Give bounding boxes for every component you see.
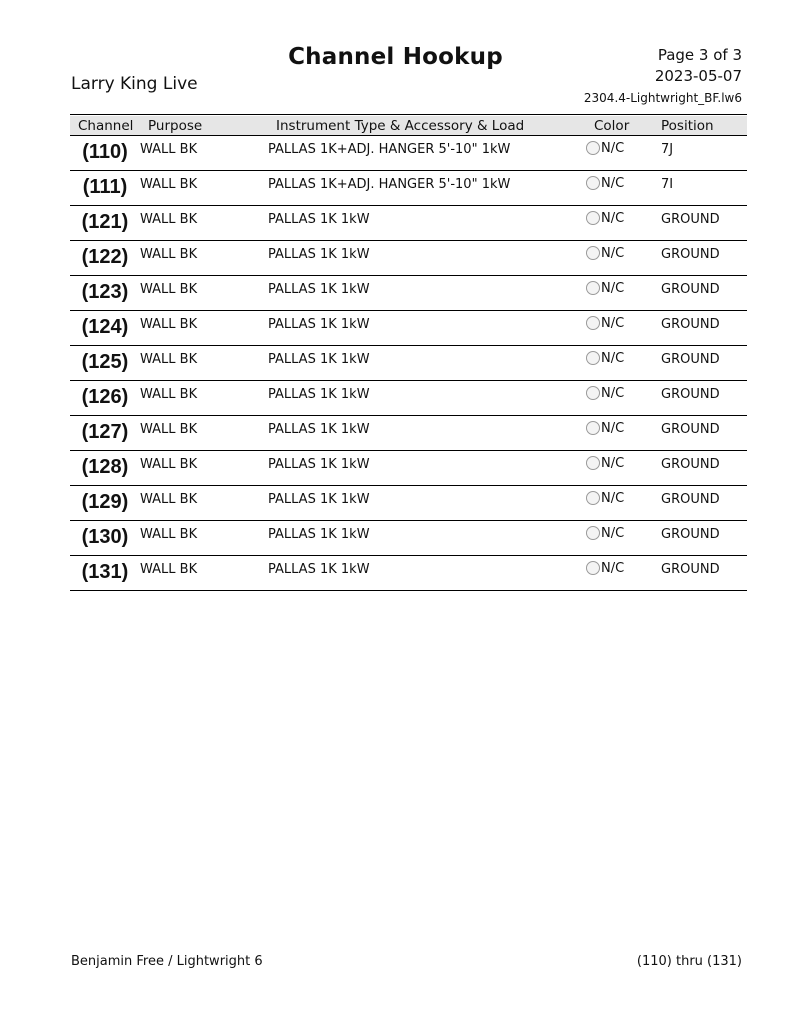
color-cell [586, 241, 661, 276]
color-cell [586, 416, 661, 451]
color-label: N/C [601, 491, 625, 506]
color-cell [586, 171, 661, 206]
instrument-cell: PALLAS 1K 1kW [268, 521, 586, 556]
position-cell: GROUND [661, 276, 747, 311]
table-row [70, 311, 747, 346]
position-cell: GROUND [661, 311, 747, 346]
color-cell [586, 381, 661, 416]
channel-number: (126) [70, 381, 140, 416]
position-cell: GROUND [661, 416, 747, 451]
column-header-purpose: Purpose [140, 116, 268, 136]
purpose-cell: WALL BK [140, 311, 268, 346]
color-swatch-icon [586, 141, 600, 155]
purpose-cell: WALL BK [140, 241, 268, 276]
table-row [70, 521, 747, 556]
color-cell [586, 311, 661, 346]
color-cell [586, 556, 661, 591]
file-name: 2304.4-Lightwright_BF.lw6 [583, 91, 742, 105]
channel-hookup-table [70, 116, 747, 591]
purpose-cell: WALL BK [140, 206, 268, 241]
color-swatch-icon [586, 281, 600, 295]
position-cell: GROUND [661, 346, 747, 381]
report-title: Channel Hookup [288, 44, 503, 70]
purpose-cell: WALL BK [140, 346, 268, 381]
purpose-cell: WALL BK [140, 416, 268, 451]
footer-range: (110) thru (131) [636, 954, 742, 969]
channel-number: (131) [70, 556, 140, 591]
table-body [70, 136, 747, 591]
color-swatch-icon [586, 456, 600, 470]
table-row [70, 381, 747, 416]
position-cell: GROUND [661, 206, 747, 241]
table-row [70, 136, 747, 171]
header-divider [70, 114, 747, 115]
color-label: N/C [601, 386, 625, 401]
channel-number: (127) [70, 416, 140, 451]
instrument-cell: PALLAS 1K 1kW [268, 556, 586, 591]
instrument-cell: PALLAS 1K 1kW [268, 206, 586, 241]
color-swatch-icon [586, 386, 600, 400]
instrument-cell: PALLAS 1K+ADJ. HANGER 5'-10" 1kW [268, 171, 586, 206]
color-cell [586, 521, 661, 556]
purpose-cell: WALL BK [140, 136, 268, 171]
instrument-cell: PALLAS 1K 1kW [268, 381, 586, 416]
column-header-instrument: Instrument Type & Accessory & Load [268, 116, 586, 136]
color-label: N/C [601, 456, 625, 471]
purpose-cell: WALL BK [140, 556, 268, 591]
channel-number: (129) [70, 486, 140, 521]
table-row [70, 171, 747, 206]
color-label: N/C [601, 561, 625, 576]
color-label: N/C [601, 246, 625, 261]
purpose-cell: WALL BK [140, 521, 268, 556]
position-cell: GROUND [661, 451, 747, 486]
color-label: N/C [601, 176, 625, 191]
purpose-cell: WALL BK [140, 276, 268, 311]
channel-number: (111) [70, 171, 140, 206]
channel-number: (123) [70, 276, 140, 311]
color-label: N/C [601, 421, 625, 436]
instrument-cell: PALLAS 1K 1kW [268, 276, 586, 311]
table-row [70, 206, 747, 241]
color-label: N/C [601, 526, 625, 541]
color-cell [586, 206, 661, 241]
color-swatch-icon [586, 211, 600, 225]
column-header-color: Color [586, 116, 661, 136]
table-row [70, 451, 747, 486]
table-row [70, 416, 747, 451]
instrument-cell: PALLAS 1K 1kW [268, 311, 586, 346]
position-cell: GROUND [661, 241, 747, 276]
position-cell: 7I [661, 171, 747, 206]
channel-number: (110) [70, 136, 140, 171]
instrument-cell: PALLAS 1K+ADJ. HANGER 5'-10" 1kW [268, 136, 586, 171]
instrument-cell: PALLAS 1K 1kW [268, 346, 586, 381]
instrument-cell: PALLAS 1K 1kW [268, 241, 586, 276]
report-date: 2023-05-07 [654, 67, 742, 85]
color-swatch-icon [586, 491, 600, 505]
channel-number: (121) [70, 206, 140, 241]
color-cell [586, 276, 661, 311]
column-header-position: Position [661, 116, 747, 136]
color-swatch-icon [586, 561, 600, 575]
position-cell: 7J [661, 136, 747, 171]
color-cell [586, 486, 661, 521]
purpose-cell: WALL BK [140, 451, 268, 486]
instrument-cell: PALLAS 1K 1kW [268, 486, 586, 521]
channel-number: (124) [70, 311, 140, 346]
color-label: N/C [601, 316, 625, 331]
instrument-cell: PALLAS 1K 1kW [268, 416, 586, 451]
color-swatch-icon [586, 526, 600, 540]
channel-number: (130) [70, 521, 140, 556]
channel-number: (128) [70, 451, 140, 486]
color-swatch-icon [586, 316, 600, 330]
color-label: N/C [601, 141, 625, 156]
instrument-cell: PALLAS 1K 1kW [268, 451, 586, 486]
purpose-cell: WALL BK [140, 171, 268, 206]
position-cell: GROUND [661, 521, 747, 556]
position-cell: GROUND [661, 486, 747, 521]
color-cell [586, 451, 661, 486]
table-row [70, 276, 747, 311]
color-swatch-icon [586, 246, 600, 260]
channel-number: (122) [70, 241, 140, 276]
channel-number: (125) [70, 346, 140, 381]
table-row [70, 556, 747, 591]
color-cell [586, 136, 661, 171]
table-header-row [70, 116, 747, 136]
purpose-cell: WALL BK [140, 381, 268, 416]
color-label: N/C [601, 351, 625, 366]
color-cell [586, 346, 661, 381]
color-swatch-icon [586, 176, 600, 190]
table-row [70, 241, 747, 276]
page-number: Page 3 of 3 [657, 46, 742, 64]
color-label: N/C [601, 211, 625, 226]
table-row [70, 346, 747, 381]
position-cell: GROUND [661, 556, 747, 591]
purpose-cell: WALL BK [140, 486, 268, 521]
color-swatch-icon [586, 351, 600, 365]
column-header-channel: Channel [70, 116, 140, 136]
table-row [70, 486, 747, 521]
color-swatch-icon [586, 421, 600, 435]
position-cell: GROUND [661, 381, 747, 416]
show-name: Larry King Live [71, 74, 198, 94]
color-label: N/C [601, 281, 625, 296]
footer-author: Benjamin Free / Lightwright 6 [71, 954, 263, 969]
